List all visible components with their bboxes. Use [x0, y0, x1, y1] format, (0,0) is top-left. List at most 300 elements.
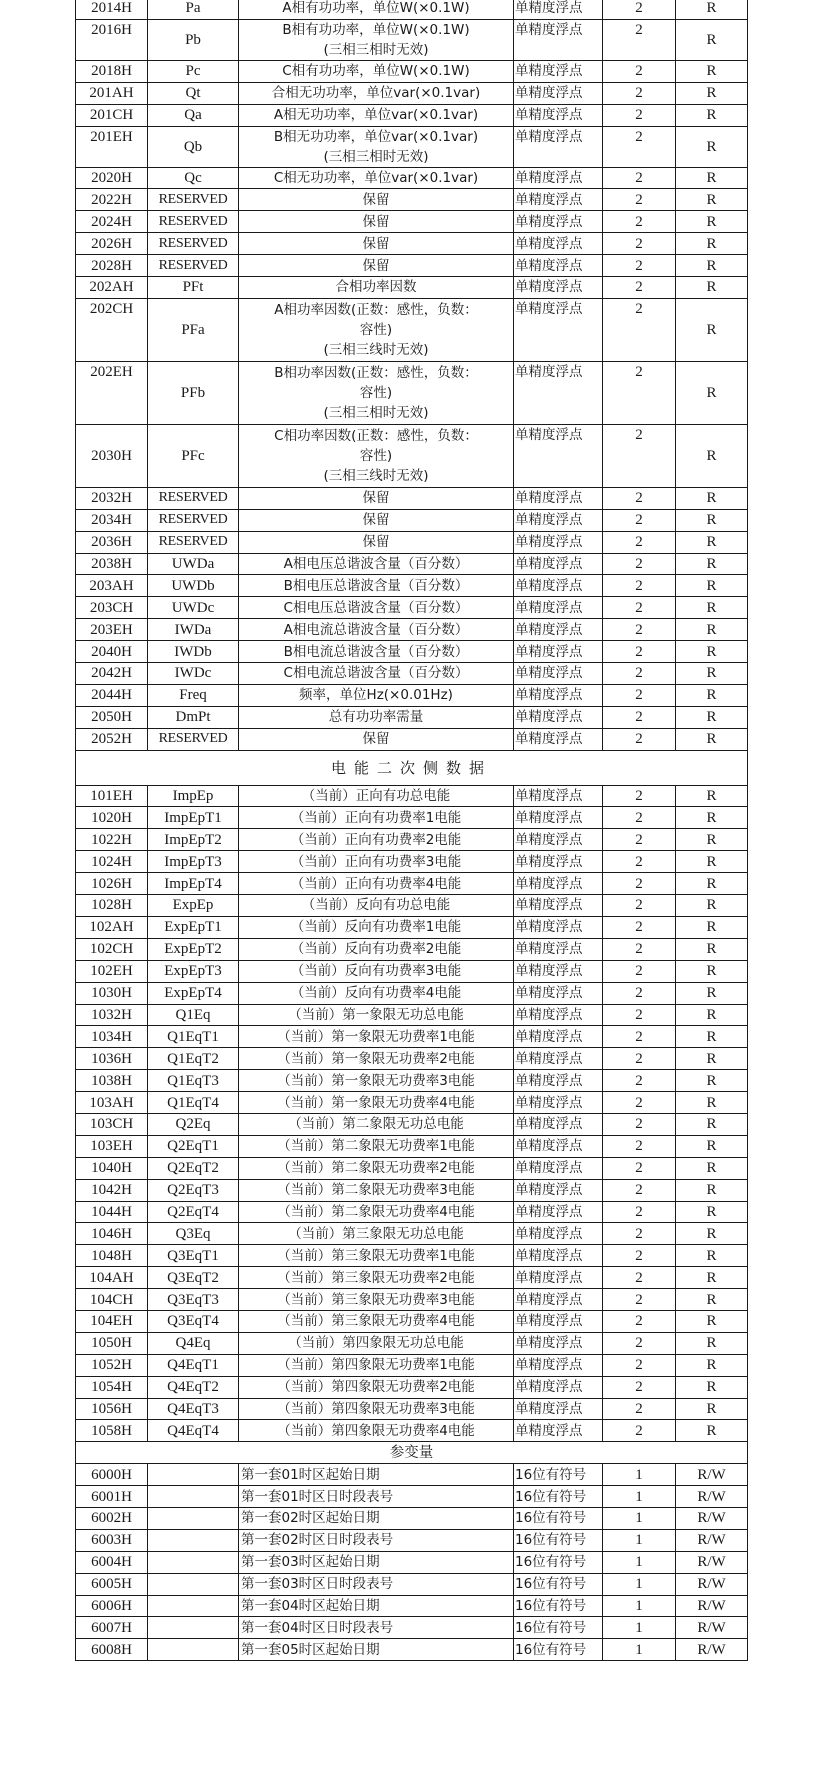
access-mode: R: [676, 938, 748, 960]
access-mode: R: [676, 1048, 748, 1070]
register-name: IWDb: [148, 641, 239, 663]
description-line: A相有功功率，单位W(×0.1W): [282, 0, 470, 17]
access-mode: R: [676, 189, 748, 211]
description-line: 第一套01时区日时段表号: [241, 1488, 394, 1505]
description-line: （当前）正向有功费率1电能: [290, 809, 462, 826]
register-length: 2: [603, 1113, 676, 1135]
register-address: 203CH: [76, 597, 148, 619]
data-type: 16位有符号: [514, 1639, 603, 1661]
register-address: 2032H: [76, 487, 148, 509]
register-description: [239, 982, 514, 1004]
register-address: 1034H: [76, 1026, 148, 1048]
description-line: 频率，单位Hz(×0.01Hz): [299, 687, 453, 704]
register-length: 2: [603, 126, 676, 167]
table-row: [76, 1573, 748, 1595]
register-description: [239, 684, 514, 706]
register-description: [239, 167, 514, 189]
description-line: （当前）第一象限无功费率4电能: [277, 1094, 475, 1111]
register-name: Pc: [148, 60, 239, 82]
data-type: 单精度浮点: [514, 424, 603, 487]
section-header-energy-secondary: 电能二次侧数据: [76, 750, 748, 785]
register-length: 2: [603, 1201, 676, 1223]
register-length: 2: [603, 531, 676, 553]
register-description: [239, 1245, 514, 1267]
table-row: [76, 211, 748, 233]
register-address: 1046H: [76, 1223, 148, 1245]
description-line: 容性): [359, 447, 393, 464]
access-mode: R: [676, 960, 748, 982]
register-length: 2: [603, 1420, 676, 1442]
register-length: 2: [603, 619, 676, 641]
register-length: 2: [603, 104, 676, 126]
table-row: [76, 785, 748, 807]
register-description: [239, 104, 514, 126]
register-name: Q1EqT4: [148, 1092, 239, 1114]
register-address: 6007H: [76, 1617, 148, 1639]
register-name: Q2EqT4: [148, 1201, 239, 1223]
data-type: 单精度浮点: [514, 1092, 603, 1114]
table-row: [76, 1092, 748, 1114]
register-address: 2028H: [76, 255, 148, 277]
register-address: 104EH: [76, 1310, 148, 1332]
register-name: [148, 1573, 239, 1595]
register-description: [239, 509, 514, 531]
access-mode: R: [676, 0, 748, 19]
register-name: Q3EqT2: [148, 1267, 239, 1289]
register-name: RESERVED: [148, 211, 239, 233]
table-row: [76, 1201, 748, 1223]
register-length: 2: [603, 298, 676, 361]
register-length: 2: [603, 916, 676, 938]
description-line: 合相无功功率，单位var(×0.1var): [271, 85, 481, 102]
register-description: [239, 1464, 514, 1486]
data-type: 单精度浮点: [514, 1201, 603, 1223]
register-length: 2: [603, 807, 676, 829]
data-type: 单精度浮点: [514, 1113, 603, 1135]
description-line: 保留: [362, 213, 390, 230]
register-table-document: [75, 0, 748, 1661]
table-row: [76, 1135, 748, 1157]
measurement-rows: [76, 0, 748, 750]
data-type: 单精度浮点: [514, 1048, 603, 1070]
access-mode: R: [676, 1026, 748, 1048]
table-row: [76, 1639, 748, 1661]
data-type: 单精度浮点: [514, 1070, 603, 1092]
description-line: 保留: [362, 257, 390, 274]
register-name: [148, 1464, 239, 1486]
table-row: [76, 361, 748, 424]
energy-rows: [76, 785, 748, 1442]
register-address: 2014H: [76, 0, 148, 19]
table-row: [76, 1507, 748, 1529]
register-length: 2: [603, 1332, 676, 1354]
description-line: （当前）第三象限无功费率1电能: [277, 1247, 475, 1264]
register-name: PFt: [148, 277, 239, 299]
access-mode: R: [676, 1157, 748, 1179]
register-length: 1: [603, 1573, 676, 1595]
data-type: 单精度浮点: [514, 575, 603, 597]
description-line: (三相三线时无效): [323, 467, 429, 484]
register-description: [239, 1267, 514, 1289]
access-mode: R: [676, 1092, 748, 1114]
register-name: Qc: [148, 167, 239, 189]
register-description: [239, 1376, 514, 1398]
table-row: [76, 233, 748, 255]
register-description: [239, 1573, 514, 1595]
table-row: [76, 873, 748, 895]
section-energy: [76, 750, 748, 785]
register-address: 102AH: [76, 916, 148, 938]
description-line: （当前）反向有功费率4电能: [290, 985, 462, 1002]
register-description: [239, 1157, 514, 1179]
description-line: (三相三相时无效): [323, 148, 429, 165]
register-length: 2: [603, 982, 676, 1004]
register-name: IWDc: [148, 663, 239, 685]
description-line: C相有功功率，单位W(×0.1W): [282, 63, 470, 80]
register-length: 2: [603, 1070, 676, 1092]
register-length: 2: [603, 1179, 676, 1201]
description-line: 保留: [362, 235, 390, 252]
access-mode: R: [676, 60, 748, 82]
register-address: 2042H: [76, 663, 148, 685]
access-mode: R: [676, 167, 748, 189]
data-type: 16位有符号: [514, 1595, 603, 1617]
register-name: IWDa: [148, 619, 239, 641]
register-name: Qt: [148, 82, 239, 104]
register-description: [239, 1179, 514, 1201]
register-length: 1: [603, 1551, 676, 1573]
register-length: 2: [603, 233, 676, 255]
description-line: B相电压总谐波含量（百分数）: [283, 577, 469, 594]
description-line: （当前）第三象限无功费率3电能: [277, 1291, 475, 1308]
register-name: RESERVED: [148, 233, 239, 255]
description-line: 第一套01时区起始日期: [241, 1466, 380, 1483]
register-address: 1036H: [76, 1048, 148, 1070]
description-line: 容性): [359, 384, 393, 401]
table-row: [76, 829, 748, 851]
register-length: 2: [603, 82, 676, 104]
register-description: [239, 785, 514, 807]
access-mode: R: [676, 82, 748, 104]
register-address: 1030H: [76, 982, 148, 1004]
register-name: DmPt: [148, 706, 239, 728]
data-type: 单精度浮点: [514, 553, 603, 575]
register-address: 201CH: [76, 104, 148, 126]
register-address: 104CH: [76, 1289, 148, 1311]
register-address: 1022H: [76, 829, 148, 851]
access-mode: R: [676, 851, 748, 873]
access-mode: R: [676, 361, 748, 424]
register-length: 1: [603, 1486, 676, 1508]
access-mode: R: [676, 424, 748, 487]
register-length: 2: [603, 1223, 676, 1245]
table-row: [76, 684, 748, 706]
access-mode: R/W: [676, 1529, 748, 1551]
table-row: [76, 706, 748, 728]
register-address: 6008H: [76, 1639, 148, 1661]
register-name: Qb: [148, 126, 239, 167]
register-description: [239, 1420, 514, 1442]
register-address: 6005H: [76, 1573, 148, 1595]
description-line: C相电压总谐波含量（百分数）: [283, 599, 469, 616]
register-name: Q4EqT4: [148, 1420, 239, 1442]
data-type: 单精度浮点: [514, 1398, 603, 1420]
description-line: （当前）第二象限无功费率1电能: [277, 1138, 475, 1155]
register-description: [239, 1135, 514, 1157]
data-type: 16位有符号: [514, 1551, 603, 1573]
register-address: 203AH: [76, 575, 148, 597]
register-length: 1: [603, 1464, 676, 1486]
register-address: 1044H: [76, 1201, 148, 1223]
register-name: ImpEpT3: [148, 851, 239, 873]
register-length: 2: [603, 597, 676, 619]
register-name: ExpEpT4: [148, 982, 239, 1004]
register-length: 2: [603, 487, 676, 509]
table-row: [76, 298, 748, 361]
description-line: A相电压总谐波含量（百分数）: [283, 556, 469, 573]
description-line: （当前）第四象限无功总电能: [288, 1335, 464, 1352]
data-type: 单精度浮点: [514, 895, 603, 917]
register-address: 6004H: [76, 1551, 148, 1573]
data-type: 单精度浮点: [514, 531, 603, 553]
table-row: [76, 553, 748, 575]
data-type: 单精度浮点: [514, 298, 603, 361]
access-mode: R: [676, 233, 748, 255]
register-length: 2: [603, 1245, 676, 1267]
register-name: Q2Eq: [148, 1113, 239, 1135]
table-row: [76, 1026, 748, 1048]
register-name: ExpEpT2: [148, 938, 239, 960]
register-description: [239, 895, 514, 917]
register-length: 2: [603, 424, 676, 487]
table-row: [76, 255, 748, 277]
access-mode: R: [676, 531, 748, 553]
register-address: 6002H: [76, 1507, 148, 1529]
description-line: （当前）反向有功费率3电能: [290, 963, 462, 980]
table-row: [76, 60, 748, 82]
data-type: 单精度浮点: [514, 255, 603, 277]
register-name: RESERVED: [148, 255, 239, 277]
table-row: [76, 1245, 748, 1267]
access-mode: R: [676, 728, 748, 750]
register-name: Freq: [148, 684, 239, 706]
data-type: 单精度浮点: [514, 0, 603, 19]
access-mode: R: [676, 982, 748, 1004]
register-name: Q2EqT3: [148, 1179, 239, 1201]
access-mode: R: [676, 829, 748, 851]
register-table: [75, 0, 748, 1661]
data-type: 单精度浮点: [514, 189, 603, 211]
register-length: 2: [603, 706, 676, 728]
data-type: 单精度浮点: [514, 60, 603, 82]
data-type: 16位有符号: [514, 1617, 603, 1639]
data-type: 单精度浮点: [514, 873, 603, 895]
register-name: ImpEpT2: [148, 829, 239, 851]
register-description: [239, 916, 514, 938]
register-name: ExpEp: [148, 895, 239, 917]
register-description: [239, 641, 514, 663]
description-line: （当前）正向有功费率4电能: [290, 875, 462, 892]
data-type: 单精度浮点: [514, 1376, 603, 1398]
table-row: [76, 1332, 748, 1354]
register-address: 102EH: [76, 960, 148, 982]
table-row: [76, 1179, 748, 1201]
register-length: 2: [603, 829, 676, 851]
description-line: （当前）第三象限无功费率4电能: [277, 1313, 475, 1330]
table-row: [76, 104, 748, 126]
access-mode: R: [676, 1135, 748, 1157]
table-row: [76, 1267, 748, 1289]
data-type: 16位有符号: [514, 1573, 603, 1595]
table-row: [76, 895, 748, 917]
register-name: ImpEp: [148, 785, 239, 807]
register-length: 2: [603, 361, 676, 424]
table-row: [76, 1486, 748, 1508]
access-mode: R: [676, 807, 748, 829]
access-mode: R: [676, 509, 748, 531]
register-length: 2: [603, 1376, 676, 1398]
access-mode: R: [676, 1267, 748, 1289]
access-mode: R: [676, 126, 748, 167]
data-type: 单精度浮点: [514, 509, 603, 531]
register-name: Q3Eq: [148, 1223, 239, 1245]
register-address: 6006H: [76, 1595, 148, 1617]
description-line: （当前）反向有功总电能: [301, 897, 451, 914]
data-type: 单精度浮点: [514, 1267, 603, 1289]
table-row: [76, 663, 748, 685]
register-address: 2052H: [76, 728, 148, 750]
register-description: [239, 1551, 514, 1573]
data-type: 16位有符号: [514, 1486, 603, 1508]
access-mode: R: [676, 1289, 748, 1311]
table-row: [76, 126, 748, 167]
description-line: 保留: [362, 512, 390, 529]
data-type: 16位有符号: [514, 1464, 603, 1486]
table-row: [76, 1529, 748, 1551]
register-address: 102CH: [76, 938, 148, 960]
register-address: 101EH: [76, 785, 148, 807]
table-row: [76, 851, 748, 873]
register-length: 1: [603, 1507, 676, 1529]
data-type: 16位有符号: [514, 1507, 603, 1529]
register-address: 2050H: [76, 706, 148, 728]
register-address: 2038H: [76, 553, 148, 575]
access-mode: R: [676, 1376, 748, 1398]
description-line: 总有功功率需量: [328, 709, 424, 726]
description-line: A相功率因数(正数：感性，负数：: [274, 301, 478, 318]
data-type: 单精度浮点: [514, 938, 603, 960]
access-mode: R: [676, 211, 748, 233]
register-description: [239, 189, 514, 211]
register-name: PFa: [148, 298, 239, 361]
access-mode: R: [676, 684, 748, 706]
register-length: 2: [603, 255, 676, 277]
register-length: 2: [603, 1398, 676, 1420]
data-type: 单精度浮点: [514, 706, 603, 728]
register-name: UWDa: [148, 553, 239, 575]
data-type: 单精度浮点: [514, 167, 603, 189]
data-type: 单精度浮点: [514, 277, 603, 299]
register-address: 2030H: [76, 424, 148, 487]
data-type: 单精度浮点: [514, 1245, 603, 1267]
access-mode: R: [676, 575, 748, 597]
table-row: [76, 1595, 748, 1617]
register-address: 1028H: [76, 895, 148, 917]
description-line: 第一套02时区日时段表号: [241, 1532, 394, 1549]
data-type: 单精度浮点: [514, 1354, 603, 1376]
register-name: ImpEpT1: [148, 807, 239, 829]
register-name: Q2EqT2: [148, 1157, 239, 1179]
description-line: （当前）第三象限无功总电能: [288, 1225, 464, 1242]
description-line: （当前）第四象限无功费率3电能: [277, 1400, 475, 1417]
register-name: ImpEpT4: [148, 873, 239, 895]
description-line: （当前）第一象限无功费率2电能: [277, 1050, 475, 1067]
register-address: 1056H: [76, 1398, 148, 1420]
description-line: （当前）第三象限无功费率2电能: [277, 1269, 475, 1286]
register-name: Q1Eq: [148, 1004, 239, 1026]
access-mode: R: [676, 785, 748, 807]
register-name: Q3EqT4: [148, 1310, 239, 1332]
data-type: 单精度浮点: [514, 1135, 603, 1157]
register-name: ExpEpT3: [148, 960, 239, 982]
register-name: [148, 1486, 239, 1508]
access-mode: R: [676, 1332, 748, 1354]
table-row: [76, 487, 748, 509]
table-row: [76, 1420, 748, 1442]
register-length: 2: [603, 938, 676, 960]
register-description: [239, 597, 514, 619]
register-length: 2: [603, 1354, 676, 1376]
register-name: UWDb: [148, 575, 239, 597]
description-line: （当前）反向有功费率2电能: [290, 941, 462, 958]
register-address: 2024H: [76, 211, 148, 233]
access-mode: R: [676, 1310, 748, 1332]
register-length: 2: [603, 1135, 676, 1157]
register-description: [239, 60, 514, 82]
table-row: [76, 619, 748, 641]
register-name: Q1EqT2: [148, 1048, 239, 1070]
register-name: Q4EqT1: [148, 1354, 239, 1376]
register-address: 1040H: [76, 1157, 148, 1179]
access-mode: R: [676, 597, 748, 619]
table-row: [76, 1354, 748, 1376]
register-address: 1058H: [76, 1420, 148, 1442]
register-address: 1020H: [76, 807, 148, 829]
description-line: B相无功功率，单位var(×0.1var): [273, 128, 479, 145]
register-description: [239, 126, 514, 167]
register-length: 2: [603, 1267, 676, 1289]
access-mode: R: [676, 619, 748, 641]
register-description: [239, 211, 514, 233]
register-description: [239, 424, 514, 487]
register-address: 2036H: [76, 531, 148, 553]
access-mode: R/W: [676, 1573, 748, 1595]
access-mode: R: [676, 1113, 748, 1135]
description-line: (三相三相时无效): [323, 404, 429, 421]
register-name: Q4EqT2: [148, 1376, 239, 1398]
table-row: [76, 1617, 748, 1639]
description-line: （当前）第二象限无功费率4电能: [277, 1203, 475, 1220]
table-row: [76, 1289, 748, 1311]
description-line: 保留: [362, 534, 390, 551]
table-row: [76, 1376, 748, 1398]
access-mode: R: [676, 895, 748, 917]
register-name: RESERVED: [148, 487, 239, 509]
description-line: 第一套04时区起始日期: [241, 1597, 380, 1614]
access-mode: R: [676, 104, 748, 126]
description-line: （当前）第四象限无功费率1电能: [277, 1357, 475, 1374]
register-description: [239, 1070, 514, 1092]
